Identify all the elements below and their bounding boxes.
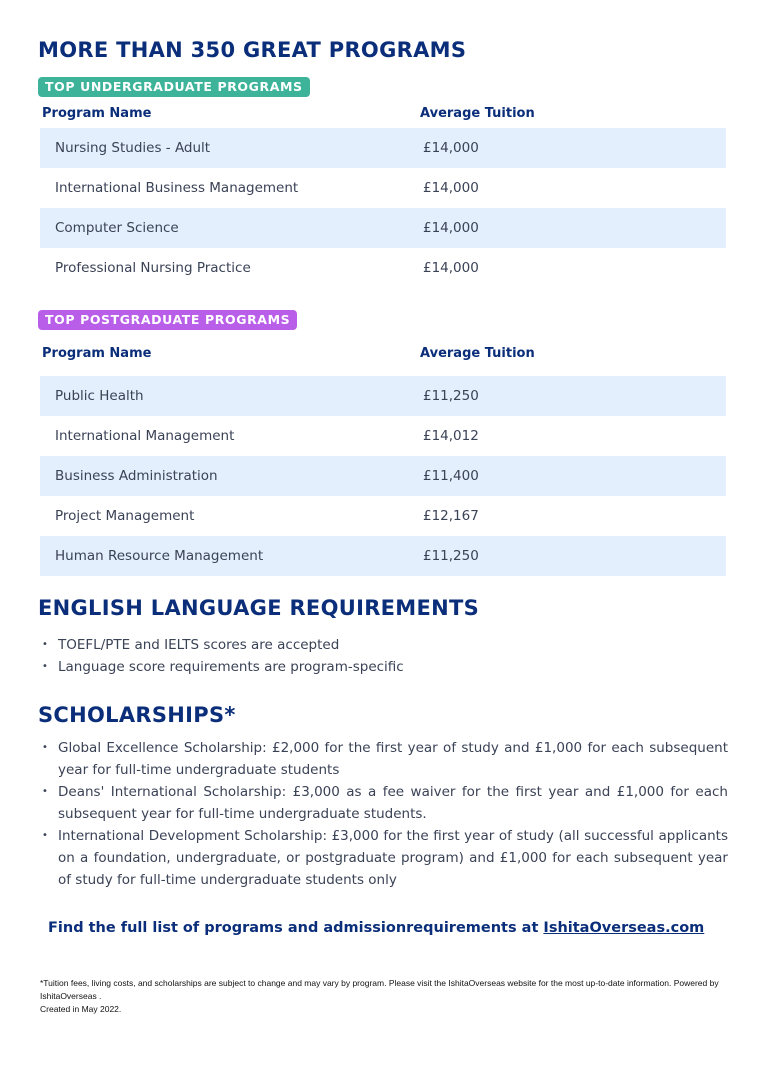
tuition-value: £14,012 <box>423 428 479 444</box>
tuition-value: £11,250 <box>423 548 479 564</box>
program-name: Human Resource Management <box>55 548 264 564</box>
list-item: • TOEFL/PTE and IELTS scores are accepted <box>42 634 728 656</box>
col-program-name: Program Name <box>42 346 152 361</box>
scholarships-heading: SCHOLARSHIPS* <box>38 703 236 727</box>
website-link[interactable]: IshitaOverseas.com <box>543 920 705 936</box>
table-row <box>40 376 726 416</box>
program-name: Public Health <box>55 388 144 404</box>
tuition-value: £14,000 <box>423 140 479 156</box>
english-list <box>42 634 728 678</box>
program-name: International Management <box>55 428 235 444</box>
col-average-tuition: Average Tuition <box>420 346 535 361</box>
tuition-value: £14,000 <box>423 180 479 196</box>
program-name: Computer Science <box>55 220 179 236</box>
table-row <box>40 168 726 208</box>
col-program-name: Program Name <box>42 106 152 121</box>
tuition-value: £14,000 <box>423 220 479 236</box>
tuition-value: £12,167 <box>423 508 479 524</box>
tuition-value: £11,250 <box>423 388 479 404</box>
list-item: • International Development Scholarship: £3,000 for the first year of study (all successful applicants on a foundation, undergraduate, or postgraduate program) and £1,000 for each subsequent year of study for full-time undergraduate students only <box>42 825 728 891</box>
cta-text: Find the full list of programs and admissionrequirements at <box>48 920 544 936</box>
program-name: International Business Management <box>55 180 299 196</box>
footer-note <box>40 977 740 1016</box>
tuition-value: £11,400 <box>423 468 479 484</box>
table-row <box>40 208 726 248</box>
list-item: • Language score requirements are program-specific <box>42 656 728 678</box>
cta <box>48 920 704 936</box>
program-name: Business Administration <box>55 468 218 484</box>
col-average-tuition: Average Tuition <box>420 106 535 121</box>
program-name: Professional Nursing Practice <box>55 260 251 276</box>
list-item: • Global Excellence Scholarship: £2,000 for the first year of study and £1,000 for each subsequent year for full-time undergraduate students <box>42 737 728 781</box>
tuition-value: £14,000 <box>423 260 479 276</box>
list-item: • Deans' International Scholarship: £3,000 as a fee waiver for the first year and £1,000 for each subsequent year for full-time undergraduate students. <box>42 781 728 825</box>
table-row <box>40 416 726 456</box>
table-row <box>40 536 726 576</box>
table-row <box>40 248 726 288</box>
scholarships-list <box>42 737 728 891</box>
table-row <box>40 128 726 168</box>
undergrad-badge: TOP UNDERGRADUATE PROGRAMS <box>38 77 310 97</box>
table-row <box>40 456 726 496</box>
page-title: MORE THAN 350 GREAT PROGRAMS <box>38 38 467 62</box>
table-row <box>40 496 726 536</box>
postgrad-badge: TOP POSTGRADUATE PROGRAMS <box>38 310 297 330</box>
program-name: Project Management <box>55 508 195 524</box>
footer-created: Created in May 2022. <box>40 1004 122 1014</box>
program-name: Nursing Studies - Adult <box>55 140 211 156</box>
english-heading: ENGLISH LANGUAGE REQUIREMENTS <box>38 596 480 620</box>
footer-disclaimer: *Tuition fees, living costs, and scholarships are subject to change and may vary by program. Please visit the IshitaOverseas website for the most up-to-date information. Powered by IshitaOverseas . <box>40 978 719 1001</box>
